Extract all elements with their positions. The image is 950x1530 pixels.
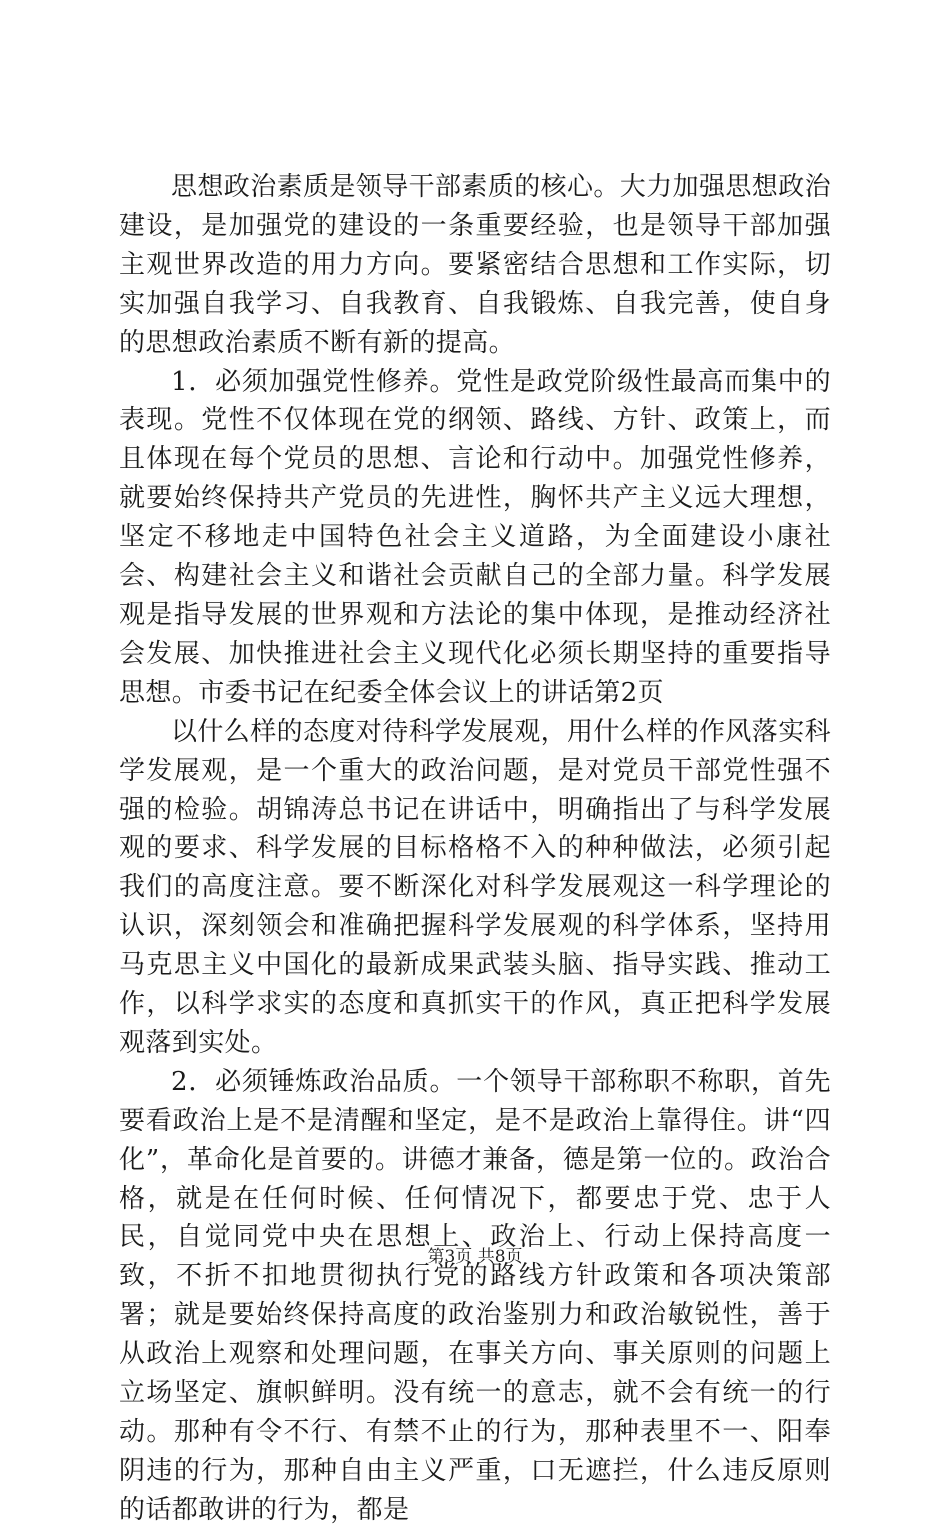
paragraph-intro: 思想政治素质是领导干部素质的核心。大力加强思想政治建设，是加强党的建设的一条重要经验，也是领导干部加强主观世界改造的用力方向。要紧密结合思想和工作实际，切实加强自我学习、自我教育、自我锻炼、自我完善，使自身的思想政治素质不断有新的提高。 [119,172,832,358]
paragraph-scientific-outlook: 以什么样的态度对待科学发展观，用什么样的作风落实科学发展观，是一个重大的政治问题，是对党员干部党性强不强的检验。胡锦涛总书记在讲话中，明确指出了与科学发展观的要求、科学发展的目标格格不入的种种做法，必须引起我们的高度注意。要不断深化对科学发展观这一科学理论的认识，深刻领会和准确把握科学发展观的科学体系，坚持用马克思主义中国化的最新成果武装头脑、指导实践、推动工作，以科学求实的态度和真抓实干的作风，真正把科学发展观落到实处。 [119,716,832,1058]
body-text [119,168,831,1530]
paragraph-party-spirit: 1．必须加强党性修养。党性是政党阶级性最高而集中的表现。党性不仅体现在党的纲领、路线、方针、政策上，而且体现在每个党员的思想、言论和行动中。加强党性修养，就要始终保持共产党员的先进性，胸怀共产主义远大理想，坚定不移地走中国特色社会主义道路，为全面建设小康社会、构建社会主义和谐社会贡献自己的全部力量。科学发展观是指导发展的世界观和方法论的集中体现，是推动经济社会发展、加快推进社会主义现代化必须长期坚持的重要指导思想。市委书记在纪委全体会议上的讲话第2页 [119,366,831,708]
paragraph-political-quality: 2．必须锤炼政治品质。一个领导干部称职不称职，首先要看政治上是不是清醒和坚定，是不是政治上靠得住。讲“四化”，革命化是首要的。讲德才兼备，德是第一位的。政治合格，就是在任何时候、任何情况下，都要忠于党、忠于人民，自觉同党中央在思想上、政治上、行动上保持高度一致，不折不扣地贯彻执行党的路线方针政策和各项决策部署；就是要始终保持高度的政治鉴别力和政治敏锐性，善于从政治上观察和处理问题，在事关方向、事关原则的问题上立场坚定、旗帜鲜明。没有统一的意志，就不会有统一的行动。那种有令不行、有禁不止的行为，那种表里不一、阳奉阴违的行为，那种自由主义严重，口无遮拦，什么违反原则的话都敢讲的行为，都是 [119,1066,831,1525]
page-footer: 第3页 共8页 [427,1247,523,1267]
